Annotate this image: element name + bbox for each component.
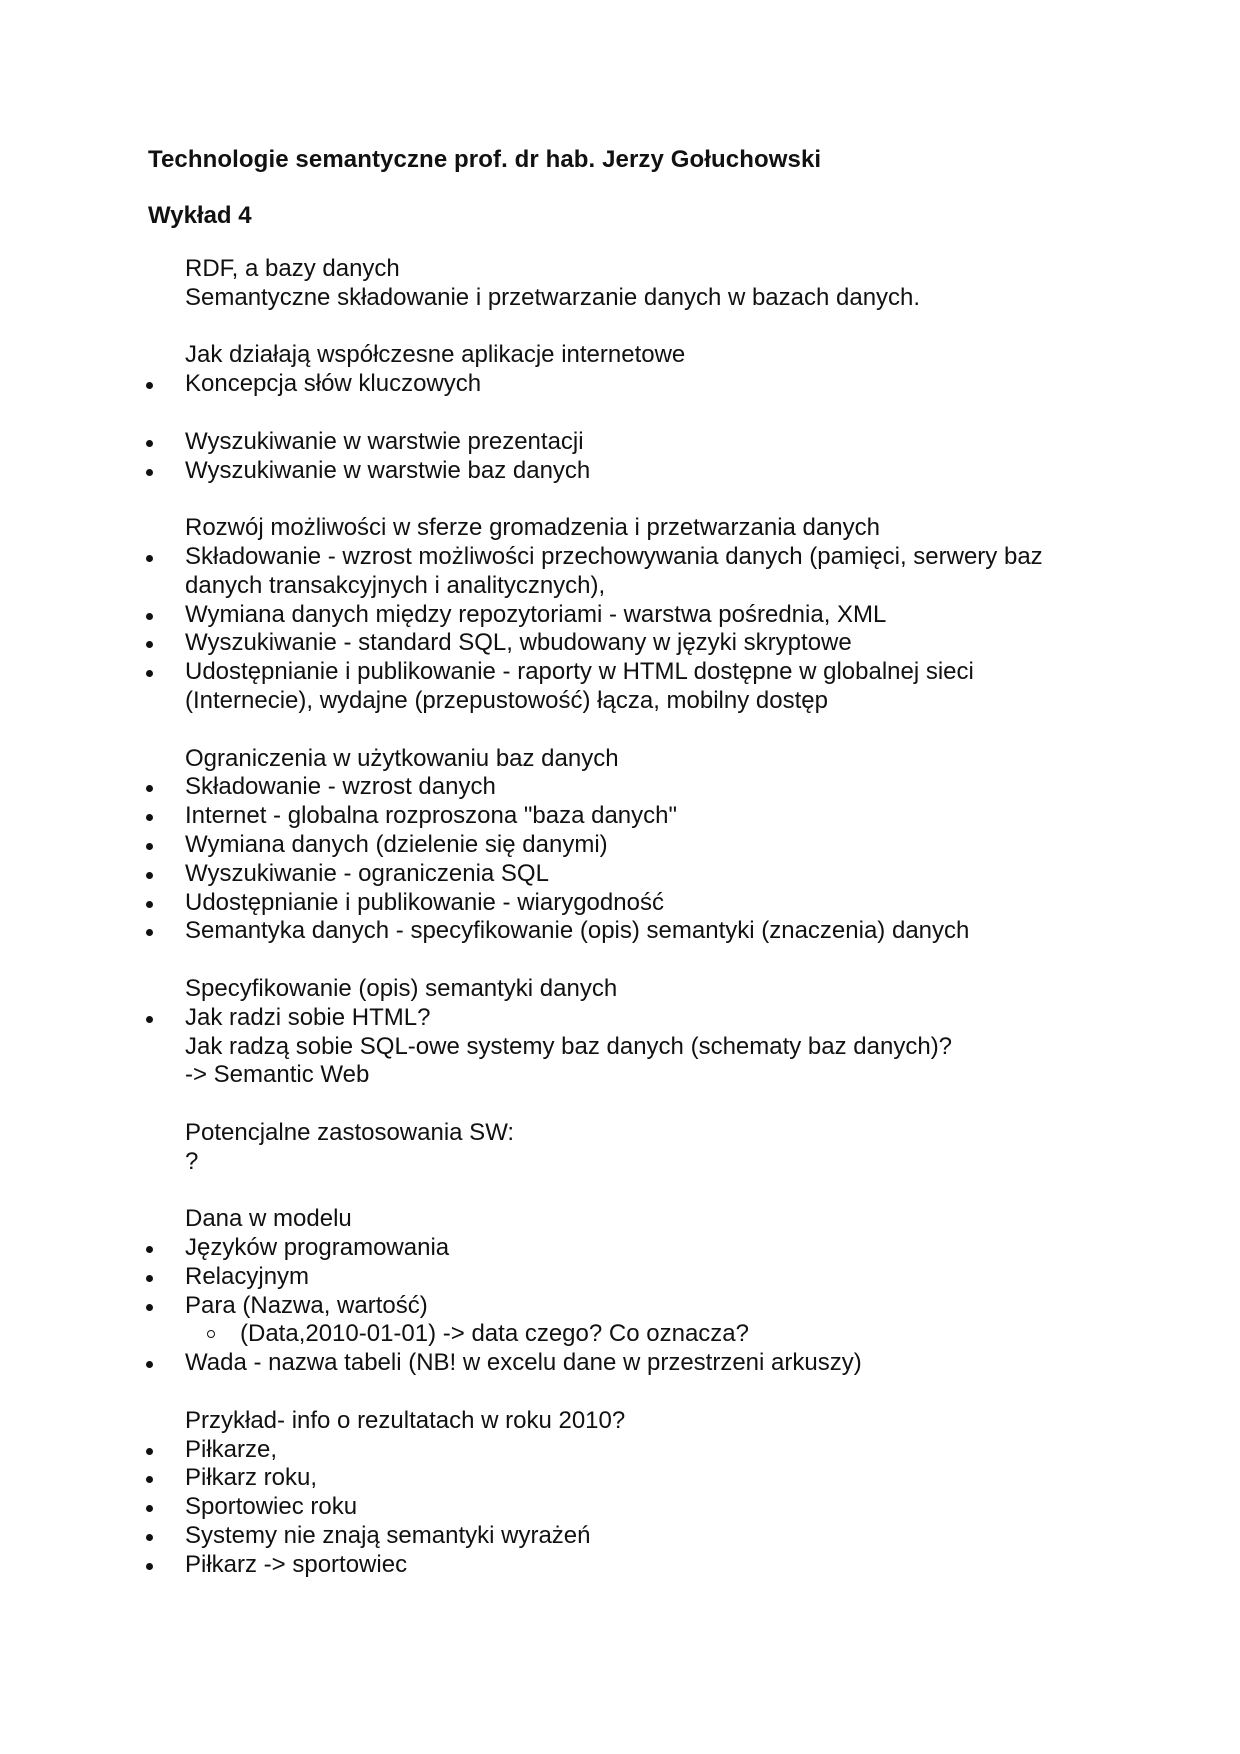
line-text: Rozwój możliwości w sferze gromadzenia i przetwarzania danych — [185, 514, 880, 542]
section-gap — [0, 313, 1240, 342]
bullet-item — [0, 1349, 1240, 1378]
circle-bullet-icon — [207, 1330, 215, 1338]
section-gap — [0, 716, 1240, 745]
bullet-item — [0, 802, 1240, 831]
text-line — [0, 1407, 1240, 1436]
line-text: Jak działają współczesne aplikacje internetowe — [185, 341, 686, 369]
line-text: Systemy nie znają semantyki wyrażeń — [185, 1522, 591, 1550]
bullet-item — [0, 1004, 1240, 1033]
section-gap — [0, 1378, 1240, 1407]
document-body — [0, 255, 1240, 1580]
bullet-item — [0, 1263, 1240, 1292]
line-text: Udostępnianie i publikowanie - raporty w HTML dostępne w globalnej sieci — [185, 658, 974, 686]
bullet-icon — [146, 1534, 153, 1541]
line-text: Jak radzą sobie SQL-owe systemy baz danych (schematy baz danych)? — [185, 1032, 953, 1060]
line-text: Para (Nazwa, wartość) — [185, 1291, 428, 1319]
bullet-icon — [146, 929, 153, 936]
line-text: Piłkarz roku, — [185, 1464, 318, 1492]
line-text: Potencjalne zastosowania SW: — [185, 1118, 515, 1146]
line-text: Wada - nazwa tabeli (NB! w excelu dane w przestrzeni arkuszy) — [185, 1349, 862, 1377]
section-gap — [0, 399, 1240, 428]
bullet-item — [0, 370, 1240, 399]
document-title: Technologie semantyczne prof. dr hab. Jerzy Gołuchowski — [148, 146, 822, 173]
section-gap — [0, 1177, 1240, 1206]
bullet-item — [0, 1522, 1240, 1551]
text-line — [0, 1061, 1240, 1090]
text-line — [0, 572, 1240, 601]
bullet-item — [0, 629, 1240, 658]
bullet-item — [0, 1493, 1240, 1522]
line-text: Semantyka danych - specyfikowanie (opis) semantyki (znaczenia) danych — [185, 917, 970, 945]
bullet-icon — [146, 1016, 153, 1023]
bullet-item — [0, 428, 1240, 457]
bullet-icon — [146, 641, 153, 648]
line-text: Wyszukiwanie w warstwie prezentacji — [185, 427, 584, 455]
bullet-icon — [146, 1505, 153, 1512]
text-line — [0, 1148, 1240, 1177]
text-line — [0, 1033, 1240, 1062]
bullet-icon — [146, 1448, 153, 1455]
line-text: (Internecie), wydajne (przepustowość) łącza, mobilny dostęp — [185, 686, 828, 714]
text-line — [0, 284, 1240, 313]
bullet-icon — [146, 843, 153, 850]
line-text: Wymiana danych między repozytoriami - warstwa pośrednia, XML — [185, 600, 887, 628]
line-text: Udostępnianie i publikowanie - wiarygodność — [185, 888, 664, 916]
text-line — [0, 687, 1240, 716]
bullet-item — [0, 917, 1240, 946]
line-text: Internet - globalna rozproszona "baza danych" — [185, 802, 678, 830]
bullet-icon — [146, 1563, 153, 1570]
section-gap — [0, 1090, 1240, 1119]
line-text: Wyszukiwanie w warstwie baz danych — [185, 456, 591, 484]
line-text: Wymiana danych (dzielenie się danymi) — [185, 830, 608, 858]
line-text: ? — [185, 1147, 199, 1175]
bullet-icon — [146, 469, 153, 476]
line-text: RDF, a bazy danych — [185, 255, 400, 282]
sub-bullet-item — [0, 1320, 1240, 1349]
section-gap — [0, 946, 1240, 975]
bullet-icon — [146, 901, 153, 908]
line-text: Semantyczne składowanie i przetwarzanie danych w bazach danych. — [185, 283, 921, 311]
bullet-icon — [146, 1275, 153, 1282]
line-text: Specyfikowanie (opis) semantyki danych — [185, 974, 618, 1002]
bullet-item — [0, 457, 1240, 486]
text-line — [0, 1119, 1240, 1148]
line-text: Przykład- info o rezultatach w roku 2010? — [185, 1406, 626, 1434]
text-line — [0, 975, 1240, 1004]
bullet-icon — [146, 670, 153, 677]
bullet-icon — [146, 440, 153, 447]
bullet-item — [0, 831, 1240, 860]
line-text: Języków programowania — [185, 1234, 450, 1262]
bullet-icon — [146, 613, 153, 620]
lecture-number: Wykład 4 — [148, 202, 252, 229]
bullet-icon — [146, 1304, 153, 1311]
bullet-item — [0, 1436, 1240, 1465]
line-text: Składowanie - wzrost danych — [185, 773, 496, 801]
bullet-icon — [146, 1246, 153, 1253]
bullet-item — [0, 658, 1240, 687]
bullet-item — [0, 1551, 1240, 1580]
text-line — [0, 1205, 1240, 1234]
bullet-icon — [146, 555, 153, 562]
section-gap — [0, 485, 1240, 514]
line-text: Piłkarz -> sportowiec — [185, 1550, 408, 1578]
line-text: Relacyjnym — [185, 1262, 310, 1290]
line-text: Jak radzi sobie HTML? — [185, 1003, 431, 1031]
bullet-item — [0, 860, 1240, 889]
line-text: Wyszukiwanie - ograniczenia SQL — [185, 859, 549, 887]
line-text: Piłkarze, — [185, 1435, 278, 1463]
line-text: -> Semantic Web — [185, 1061, 370, 1089]
bullet-item — [0, 889, 1240, 918]
line-text: Składowanie - wzrost możliwości przechowywania danych (pamięci, serwery baz — [185, 542, 1043, 570]
bullet-icon — [146, 1476, 153, 1483]
line-text: Koncepcja słów kluczowych — [185, 370, 482, 398]
bullet-item — [0, 1234, 1240, 1263]
bullet-icon — [146, 872, 153, 879]
bullet-item — [0, 1464, 1240, 1493]
bullet-item — [0, 773, 1240, 802]
bullet-icon — [146, 814, 153, 821]
bullet-icon — [146, 382, 153, 389]
line-text: Ograniczenia w użytkowaniu baz danych — [185, 744, 619, 772]
bullet-icon — [146, 785, 153, 792]
bullet-icon — [146, 1361, 153, 1368]
line-text: Sportowiec roku — [185, 1493, 358, 1521]
text-line — [0, 514, 1240, 543]
bullet-item — [0, 543, 1240, 572]
line-text: danych transakcyjnych i analitycznych), — [185, 571, 606, 599]
line-text: Wyszukiwanie - standard SQL, wbudowany w języki skryptowe — [185, 629, 852, 657]
text-line — [0, 745, 1240, 774]
text-line — [0, 341, 1240, 370]
text-line — [0, 255, 1240, 284]
bullet-item — [0, 601, 1240, 630]
line-text: Dana w modelu — [185, 1205, 352, 1233]
line-text: (Data,2010-01-01) -> data czego? Co oznacza? — [240, 1320, 749, 1348]
bullet-item — [0, 1292, 1240, 1321]
